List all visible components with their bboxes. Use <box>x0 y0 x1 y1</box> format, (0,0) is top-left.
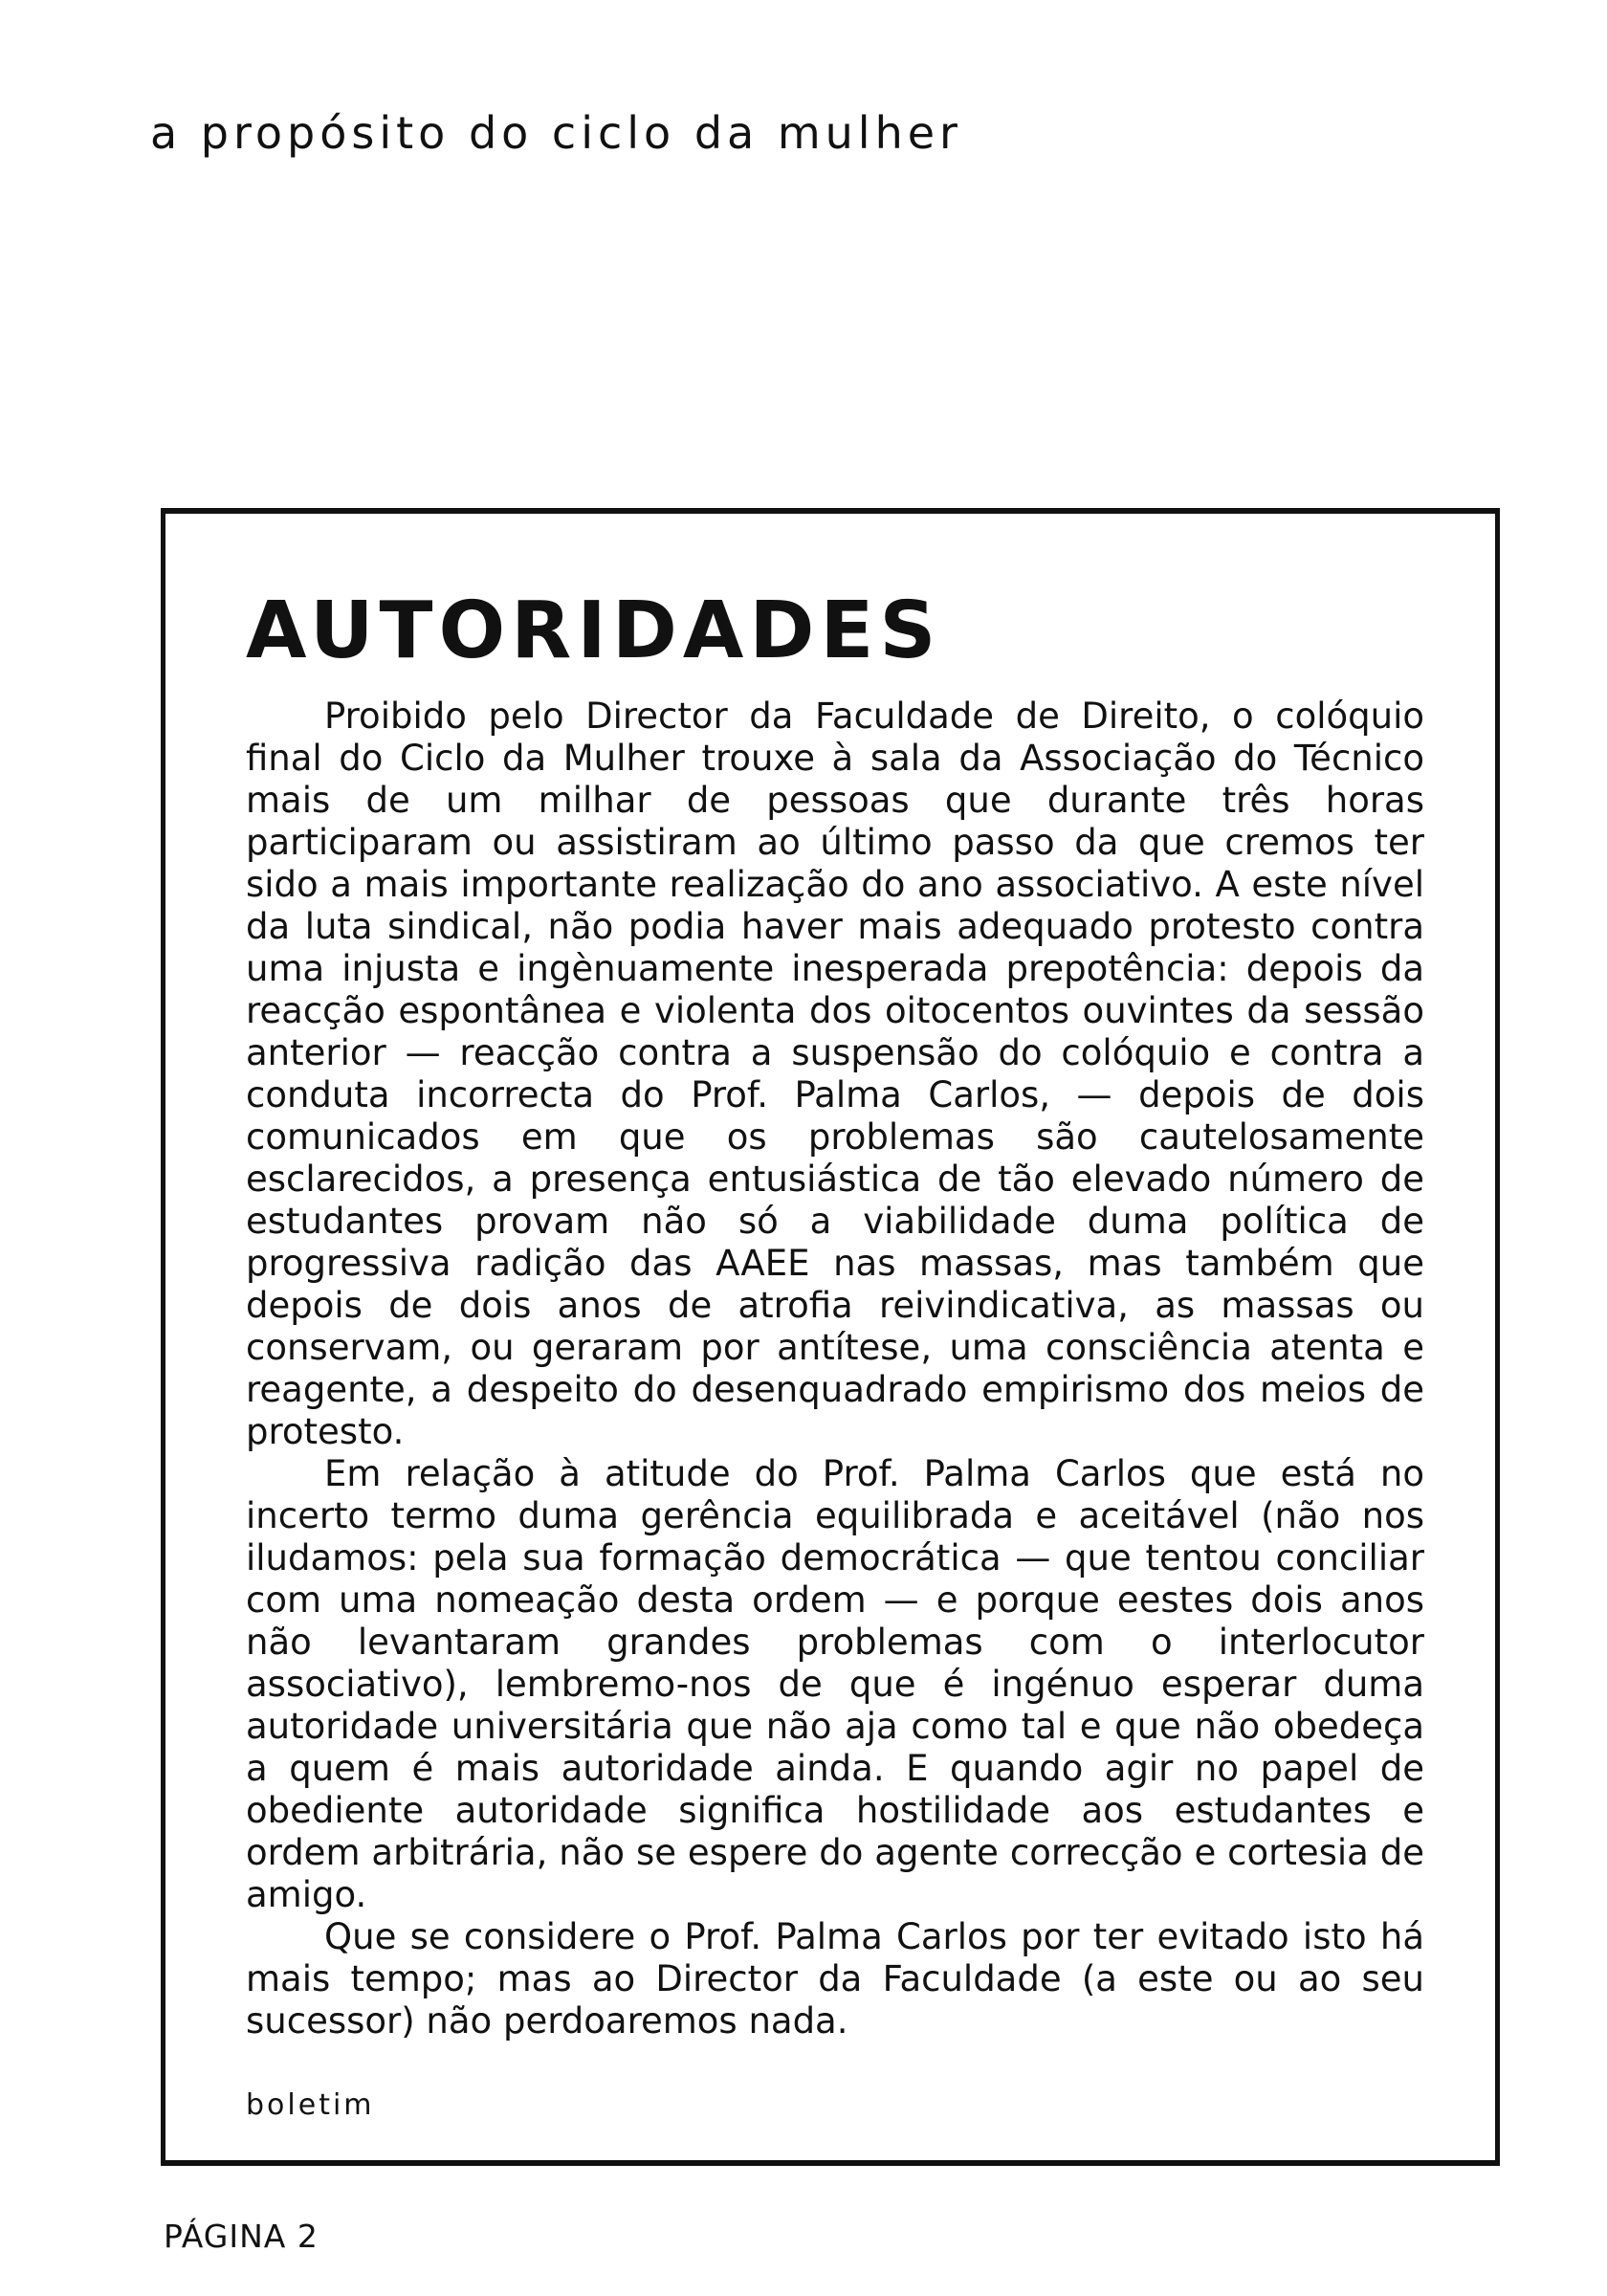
page-number: PÁGINA 2 <box>164 2218 319 2255</box>
article-paragraph-2: Em relação à atitude do Prof. Palma Carlos que está no incerto termo duma gerência equilibrada e aceitável (não nos iludamos: pela sua formação democrática — que tentou conciliar com uma nomeação desta ordem — e porque eestes dois anos não levantaram grandes problemas com o interlocutor associativo), lembremo-nos de que é ingénuo esperar duma autoridade universitária que não aja como tal e que não obedeça a quem é mais autoridade ainda. E quando agir no papel de obediente autoridade significa hostilidade aos estudantes e ordem arbitrária, não se espere do agente correcção e cortesia de amigo. <box>246 1453 1424 1915</box>
article-paragraph-3: Que se considere o Prof. Palma Carlos por ter evitado isto há mais tempo; mas ao Director da Faculdade (a este ou ao seu sucessor) não perdoaremos nada. <box>246 1916 1424 2042</box>
article-signature: boletim <box>246 2088 375 2122</box>
article-paragraph-1: Proibido pelo Director da Faculdade de Direito, o colóquio final do Ciclo da Mulher trouxe à sala da Associação do Técnico mais de um milhar de pessoas que durante três horas participaram ou assistiram ao último passo da que cremos ter sido a mais importante realização do ano associativo. A este nível da luta sindical, não podia haver mais adequado protesto contra uma injusta e ingènuamente inesperada prepotência: depois da reacção espontânea e violenta dos oitocentos ouvintes da sessão anterior — reacção contra a suspensão do colóquio e contra a conduta incorrecta do Prof. Palma Carlos, — depois de dois comunicados em que os problemas são cautelosamente esclarecidos, a presença entusiástica de tão elevado número de estudantes provam não só a viabilidade duma política de progressiva radição das AAEE nas massas, mas também que depois de dois anos de atrofia reivindicativa, as massas ou conservam, ou geraram por antítese, uma consciência atenta e reagente, a despeito do desenquadrado empirismo dos meios de protesto. <box>246 695 1424 1452</box>
article-title: AUTORIDADES <box>246 585 942 676</box>
article-box <box>161 508 1500 2166</box>
page-header: a propósito do ciclo da mulher <box>150 107 962 159</box>
article-body <box>246 695 1424 2042</box>
